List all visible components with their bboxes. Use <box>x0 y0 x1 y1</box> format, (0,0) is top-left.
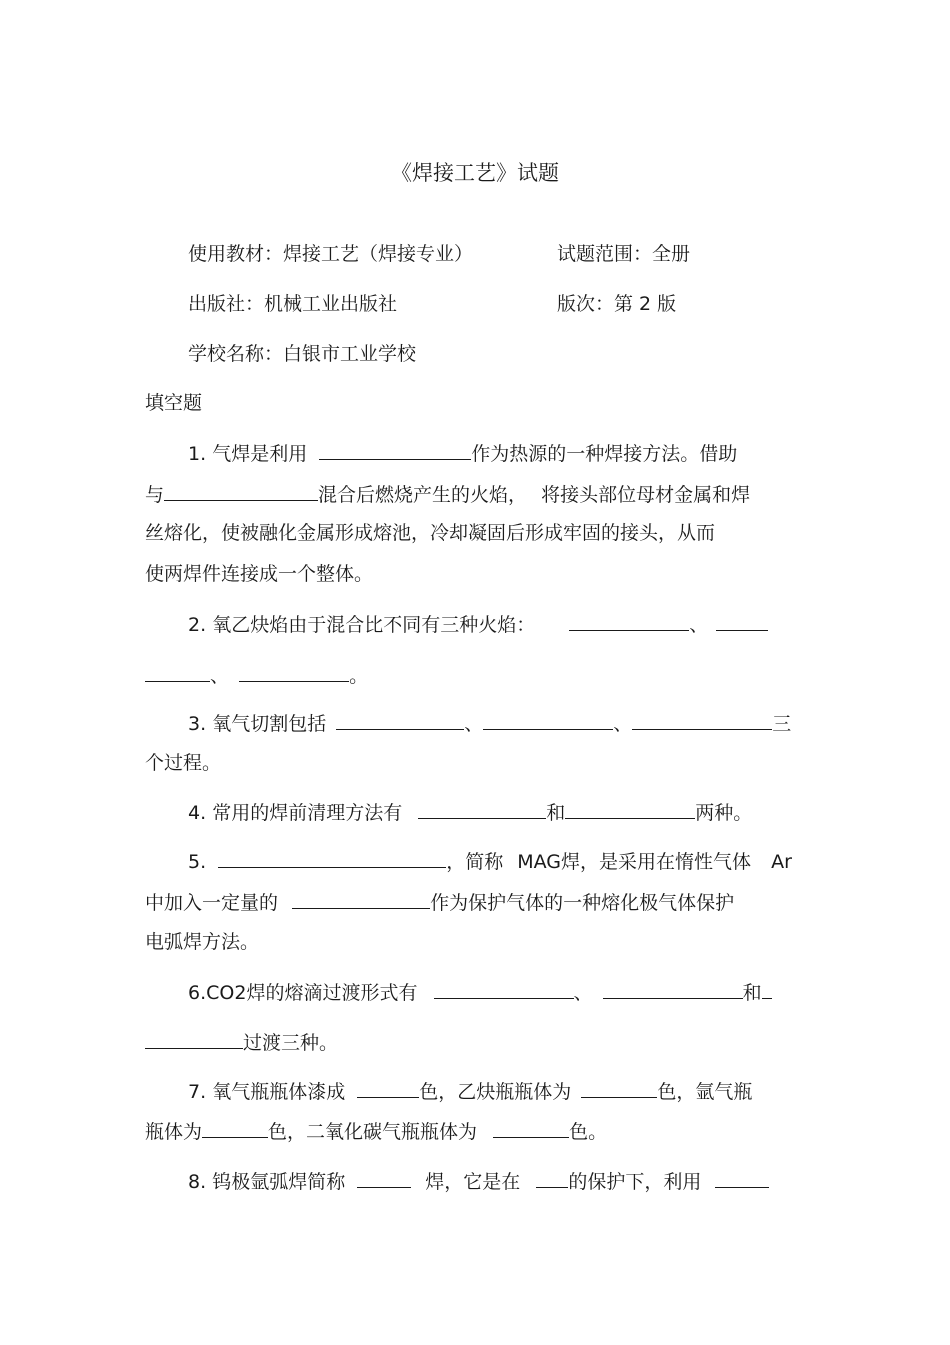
meta-school: 学校名称：白银市工业学校 <box>188 343 417 365</box>
answer-blank[interactable] <box>164 480 318 501</box>
answer-blank[interactable] <box>434 978 574 999</box>
question-text: 三 <box>772 713 792 735</box>
question-text: 瓶体为 <box>145 1121 203 1143</box>
question-number: 2. <box>188 614 207 636</box>
answer-blank[interactable] <box>581 1077 657 1098</box>
question-2-line-2 <box>145 661 368 689</box>
question-5-line-1 <box>188 847 792 875</box>
answer-blank[interactable] <box>569 610 689 631</box>
question-1-line-4: 使两焊件连接成一个整体。 <box>145 563 374 585</box>
answer-blank[interactable] <box>145 661 210 682</box>
section-heading: 填空题 <box>145 392 203 414</box>
answer-blank[interactable] <box>357 1167 411 1188</box>
question-text: ，简称 <box>446 851 504 873</box>
question-text: 钨极氩弧焊简称 <box>212 1171 346 1193</box>
question-text: 色，乙炔瓶瓶体为 <box>419 1081 572 1103</box>
answer-blank[interactable] <box>418 798 546 819</box>
answer-blank[interactable] <box>202 1117 268 1138</box>
question-text: 过渡三种。 <box>243 1032 339 1054</box>
question-text: 焊的熔滴过渡形式有 <box>246 982 418 1004</box>
answer-blank[interactable] <box>218 847 446 868</box>
meta-scope: 试题范围：全册 <box>557 243 691 265</box>
question-text: 焊，是采用在惰性气体 <box>561 851 752 873</box>
question-text: 作为热源的一种焊接方法。借助 <box>471 443 738 465</box>
question-1-line-2 <box>145 480 750 508</box>
question-text: 氧气瓶瓶体漆成 <box>212 1081 346 1103</box>
question-number: 8. <box>188 1171 207 1193</box>
question-3-line-1 <box>188 709 791 737</box>
answer-blank[interactable] <box>632 709 772 730</box>
answer-blank[interactable] <box>483 709 613 730</box>
question-text: 作为保护气体的一种熔化极气体保护 <box>430 892 735 914</box>
question-text: 常用的焊前清理方法有 <box>212 802 403 824</box>
question-number: 7. <box>188 1081 207 1103</box>
answer-blank[interactable] <box>715 1167 769 1188</box>
answer-blank[interactable] <box>145 1028 243 1049</box>
question-1-line-3: 丝熔化，使被融化金属形成熔池，冷却凝固后形成牢固的接头，从而 <box>145 522 716 544</box>
question-3-line-2: 个过程。 <box>145 752 222 774</box>
question-text: 和 <box>546 802 566 824</box>
question-number: 4. <box>188 802 207 824</box>
separator: 、 <box>464 713 484 735</box>
answer-blank[interactable] <box>336 709 464 730</box>
meta-edition: 版次：第 2 版 <box>557 293 677 315</box>
answer-blank[interactable] <box>493 1117 569 1138</box>
question-text: 两种。 <box>695 802 753 824</box>
separator: 。 <box>349 665 369 687</box>
page-title: 《焊接工艺》试题 <box>391 161 559 185</box>
question-text: 氧气切割包括 <box>212 713 327 735</box>
question-text: Ar <box>771 851 792 873</box>
question-number: 6.CO2 <box>188 982 247 1004</box>
meta-publisher: 出版社：机械工业出版社 <box>188 293 398 315</box>
question-6-line-1 <box>188 978 772 1006</box>
question-2-line-1 <box>188 610 768 638</box>
question-text: 焊，它是在 <box>425 1171 521 1193</box>
question-7-line-1 <box>188 1077 752 1105</box>
question-6-line-2 <box>145 1028 338 1056</box>
answer-blank[interactable] <box>239 661 349 682</box>
question-number: 3. <box>188 713 207 735</box>
answer-blank[interactable] <box>292 888 430 909</box>
question-text: 色。 <box>569 1121 608 1143</box>
question-text: 氧乙炔焰由于混合比不同有三种火焰： <box>212 614 536 636</box>
question-text: 和 <box>742 982 762 1004</box>
answer-blank[interactable] <box>762 978 772 999</box>
answer-blank[interactable] <box>357 1077 419 1098</box>
answer-blank[interactable] <box>603 978 743 999</box>
question-4-line-1 <box>188 798 752 826</box>
question-1-line-1 <box>188 439 737 467</box>
question-7-line-2 <box>145 1117 607 1145</box>
separator: 、 <box>613 713 633 735</box>
question-text: 色，氩气瓶 <box>657 1081 753 1103</box>
question-8-line-1 <box>188 1167 769 1195</box>
question-text: 气焊是利用 <box>212 443 308 465</box>
question-text: 中加入一定量的 <box>145 892 279 914</box>
question-text: 色，二氧化碳气瓶瓶体为 <box>268 1121 478 1143</box>
answer-blank[interactable] <box>716 610 768 631</box>
question-number: 5. <box>188 851 207 873</box>
question-text: 的保护下，利用 <box>568 1171 702 1193</box>
answer-blank[interactable] <box>319 439 471 460</box>
question-text: MAG <box>517 851 562 873</box>
separator: 、 <box>689 614 709 636</box>
separator: 、 <box>210 665 230 687</box>
question-text: 混合后燃烧产生的火焰， <box>318 484 528 506</box>
question-5-line-3: 电弧焊方法。 <box>145 931 260 953</box>
question-5-line-2 <box>145 888 734 916</box>
question-number: 1. <box>188 443 207 465</box>
separator: 、 <box>573 982 593 1004</box>
question-text: 将接头部位母材金属和焊 <box>541 484 751 506</box>
answer-blank[interactable] <box>536 1167 568 1188</box>
answer-blank[interactable] <box>565 798 695 819</box>
meta-textbook: 使用教材：焊接工艺（焊接专业） <box>188 243 474 265</box>
question-text: 与 <box>145 484 165 506</box>
